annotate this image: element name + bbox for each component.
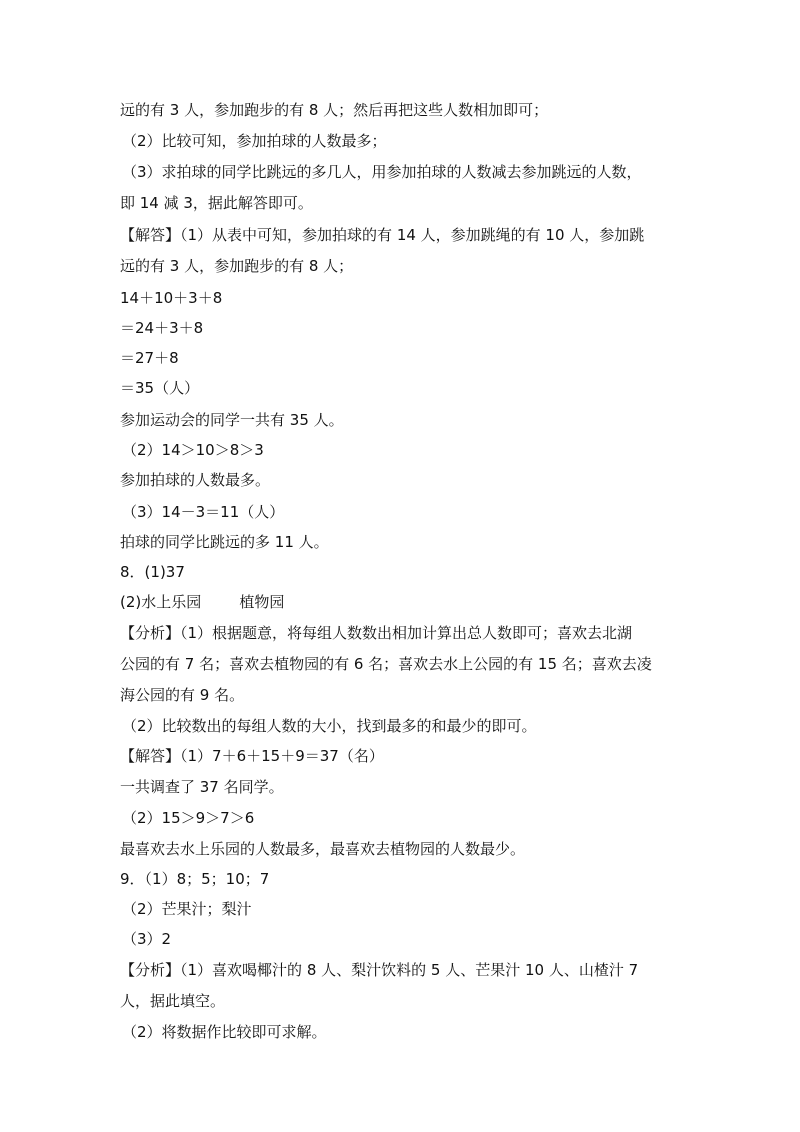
text-line: 【解答】（1）从表中可知，参加拍球的有 14 人，参加跳绳的有 10 人，参加跳 xyxy=(120,226,645,244)
text-line: （2）芒果汁；梨汁 xyxy=(122,900,252,918)
text-line: （2）14＞10＞8＞3 xyxy=(122,441,264,459)
text-line: 【解答】（1）7＋6＋15＋9＝37（名） xyxy=(120,747,384,765)
text-line: (2)水上乐园 植物园 xyxy=(120,593,285,611)
text-line: ＝35（人） xyxy=(120,379,200,397)
text-line: ＝24＋3＋8 xyxy=(120,319,204,337)
text-line: ＝27＋8 xyxy=(120,349,179,367)
text-line: 人，据此填空。 xyxy=(120,992,226,1010)
text-line: 8．(1)37 xyxy=(120,563,185,581)
text-line: 远的有 3 人，参加跑步的有 8 人； xyxy=(120,257,354,275)
text-line: 拍球的同学比跳远的多 11 人。 xyxy=(120,533,329,551)
text-line: 即 14 减 3，据此解答即可。 xyxy=(120,194,313,212)
text-line: 远的有 3 人，参加跑步的有 8 人；然后再把这些人数相加即可； xyxy=(120,101,549,119)
text-line: 参加拍球的人数最多。 xyxy=(120,471,271,489)
text-line: （3）14－3＝11（人） xyxy=(122,503,285,521)
text-line: 14＋10＋3＋8 xyxy=(120,289,223,307)
text-line: （2）比较数出的每组人数的大小，找到最多的和最少的即可。 xyxy=(122,717,537,735)
text-line: 9．（1）8；5；10；7 xyxy=(120,870,270,888)
text-line: 公园的有 7 名；喜欢去植物园的有 6 名；喜欢去水上公园的有 15 名；喜欢去凌 xyxy=(120,655,652,673)
text-line: 最喜欢去水上乐园的人数最多，最喜欢去植物园的人数最少。 xyxy=(120,840,526,858)
text-line: 【分析】（1）根据题意，将每组人数数出相加计算出总人数即可；喜欢去北湖 xyxy=(120,624,633,642)
text-line: （2）15＞9＞7＞6 xyxy=(122,809,255,827)
text-line: （3）2 xyxy=(122,930,172,948)
text-line: （2）将数据作比较即可求解。 xyxy=(122,1023,327,1041)
text-line: 海公园的有 9 名。 xyxy=(120,686,245,704)
text-line: （3）求拍球的同学比跳远的多几人，用参加拍球的人数减去参加跳远的人数， xyxy=(122,163,642,181)
text-line: 一共调查了 37 名同学。 xyxy=(120,778,284,796)
text-line: 参加运动会的同学一共有 35 人。 xyxy=(120,411,344,429)
text-line: 【分析】（1）喜欢喝椰汁的 8 人、梨汁饮料的 5 人、芒果汁 10 人、山楂汁 7 xyxy=(120,961,639,979)
text-line: （2）比较可知，参加拍球的人数最多； xyxy=(122,132,387,150)
